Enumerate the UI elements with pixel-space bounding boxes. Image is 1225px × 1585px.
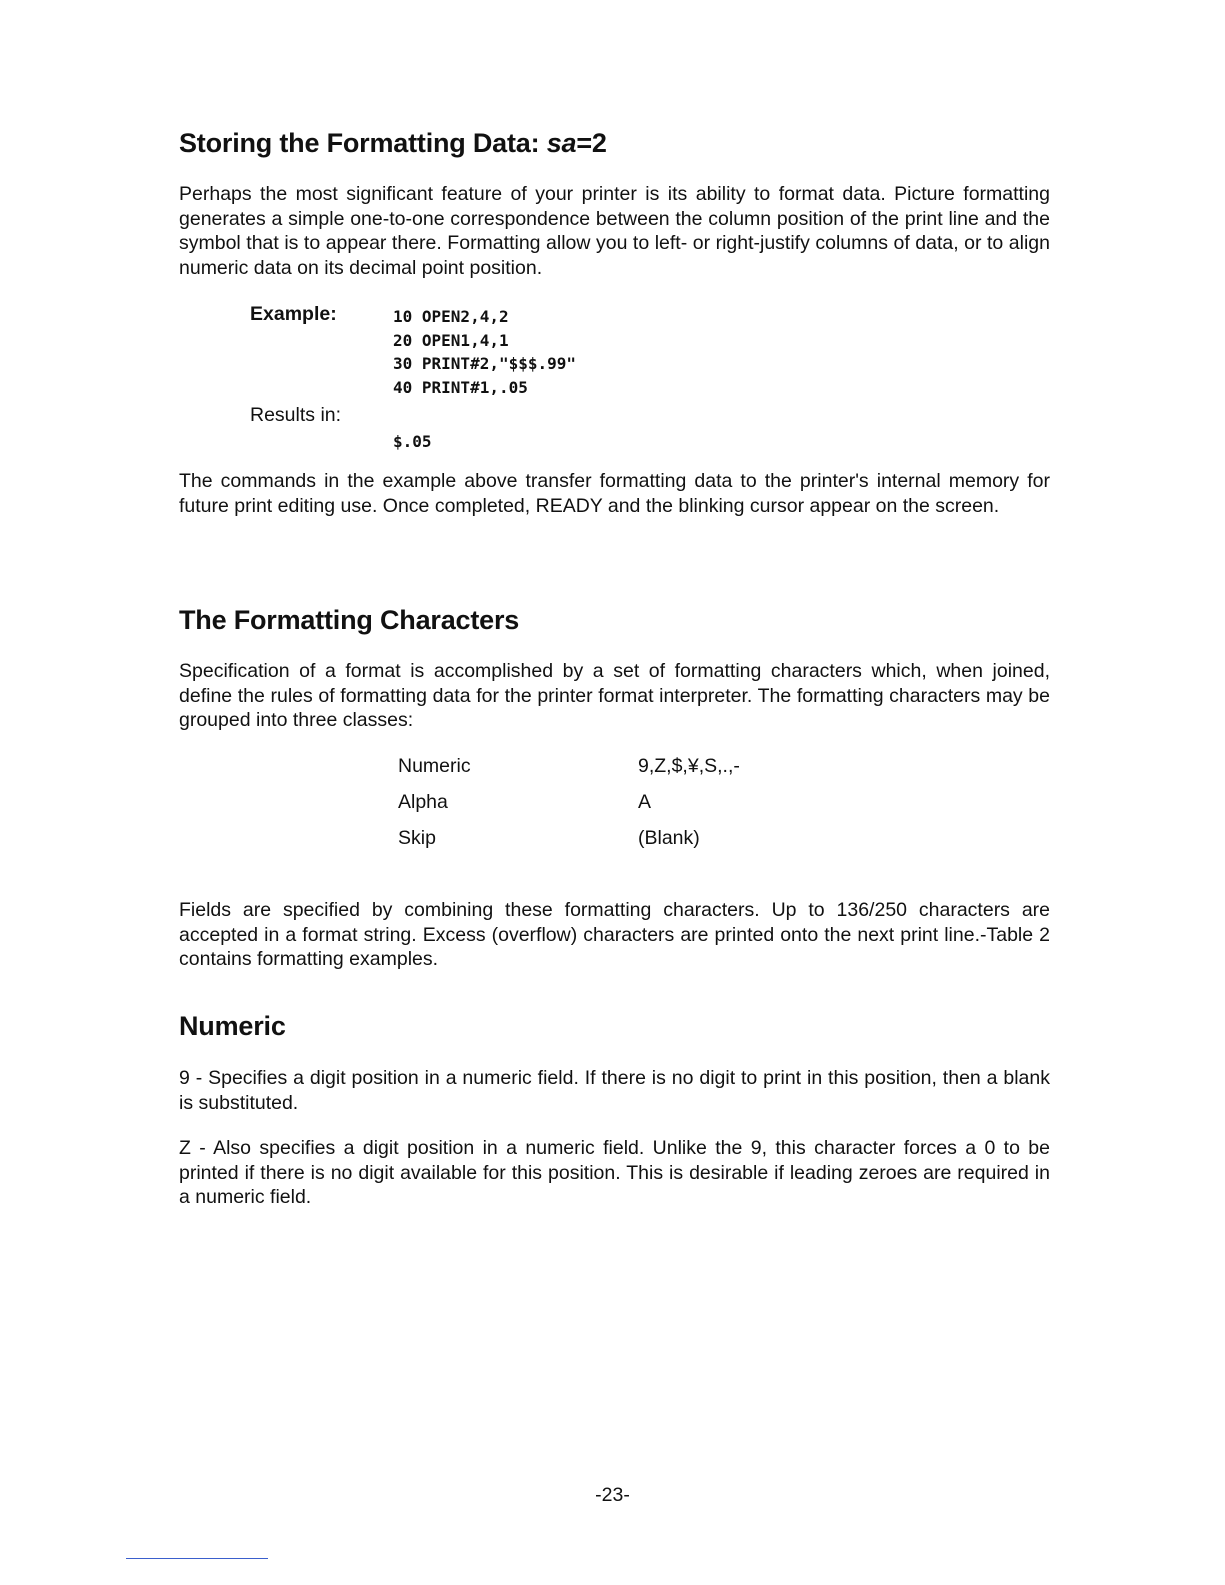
section-heading-storing bbox=[179, 128, 1050, 159]
page-number: -23- bbox=[595, 1484, 630, 1506]
code-result: $.05 bbox=[393, 432, 432, 451]
code-line: 10 OPEN2,4,2 bbox=[393, 307, 509, 326]
code-listing bbox=[393, 305, 576, 399]
numeric-9-paragraph: 9 - Specifies a digit position in a numeric field. If there is no digit to print in this position, then a blank is substituted. bbox=[179, 1067, 1050, 1114]
section-heading-numeric: Numeric bbox=[179, 1011, 286, 1041]
footer-divider bbox=[126, 1558, 268, 1559]
class-name: Skip bbox=[398, 827, 436, 849]
class-characters: (Blank) bbox=[638, 827, 700, 849]
example-label: Example: bbox=[250, 303, 337, 325]
code-line: 30 PRINT#2,"$$$.99" bbox=[393, 354, 577, 373]
class-name: Alpha bbox=[398, 791, 448, 813]
intro-paragraph: Perhaps the most significant feature of your printer is its ability to format data. Picture formatting generates a simple one-to-one correspondence between the column position of the print line and the symbol that is to appear there. Formatting allow you to left- or right-justify columns of data, or to align numeric data on its decimal point position. bbox=[179, 183, 1050, 279]
class-characters: 9,Z,$,¥,S,.,- bbox=[638, 755, 740, 777]
specification-paragraph: Specification of a format is accomplished by a set of formatting characters which, when joined, define the rules of formatting data for the printer format interpreter. The formatting characters may be grouped into three classes: bbox=[179, 660, 1050, 731]
class-characters: A bbox=[638, 791, 652, 813]
fields-paragraph: Fields are specified by combining these formatting characters. Up to 136/250 characters are accepted in a format string. Excess (overflow) characters are printed onto the next print line.-Table 2 contains formatting examples. bbox=[179, 899, 1050, 970]
results-label: Results in: bbox=[250, 404, 342, 426]
code-line: 40 PRINT#1,.05 bbox=[393, 377, 528, 397]
heading-text: Storing the Formatting Data: sa=2 bbox=[179, 128, 607, 158]
section-heading-formatting-characters: The Formatting Characters bbox=[179, 605, 520, 635]
code-line: 20 OPEN1,4,1 bbox=[393, 330, 509, 350]
class-name: Numeric bbox=[398, 755, 471, 777]
explanation-paragraph: The commands in the example above transfer formatting data to the printer's internal memory for future print editing use. Once completed, READY and the blinking cursor appear on the screen. bbox=[179, 470, 1050, 517]
numeric-z-paragraph: Z - Also specifies a digit position in a numeric field. Unlike the 9, this character forces a 0 to be printed if there is no digit available for this position. This is desirable if leading zeroes are required in a numeric field. bbox=[179, 1137, 1050, 1208]
